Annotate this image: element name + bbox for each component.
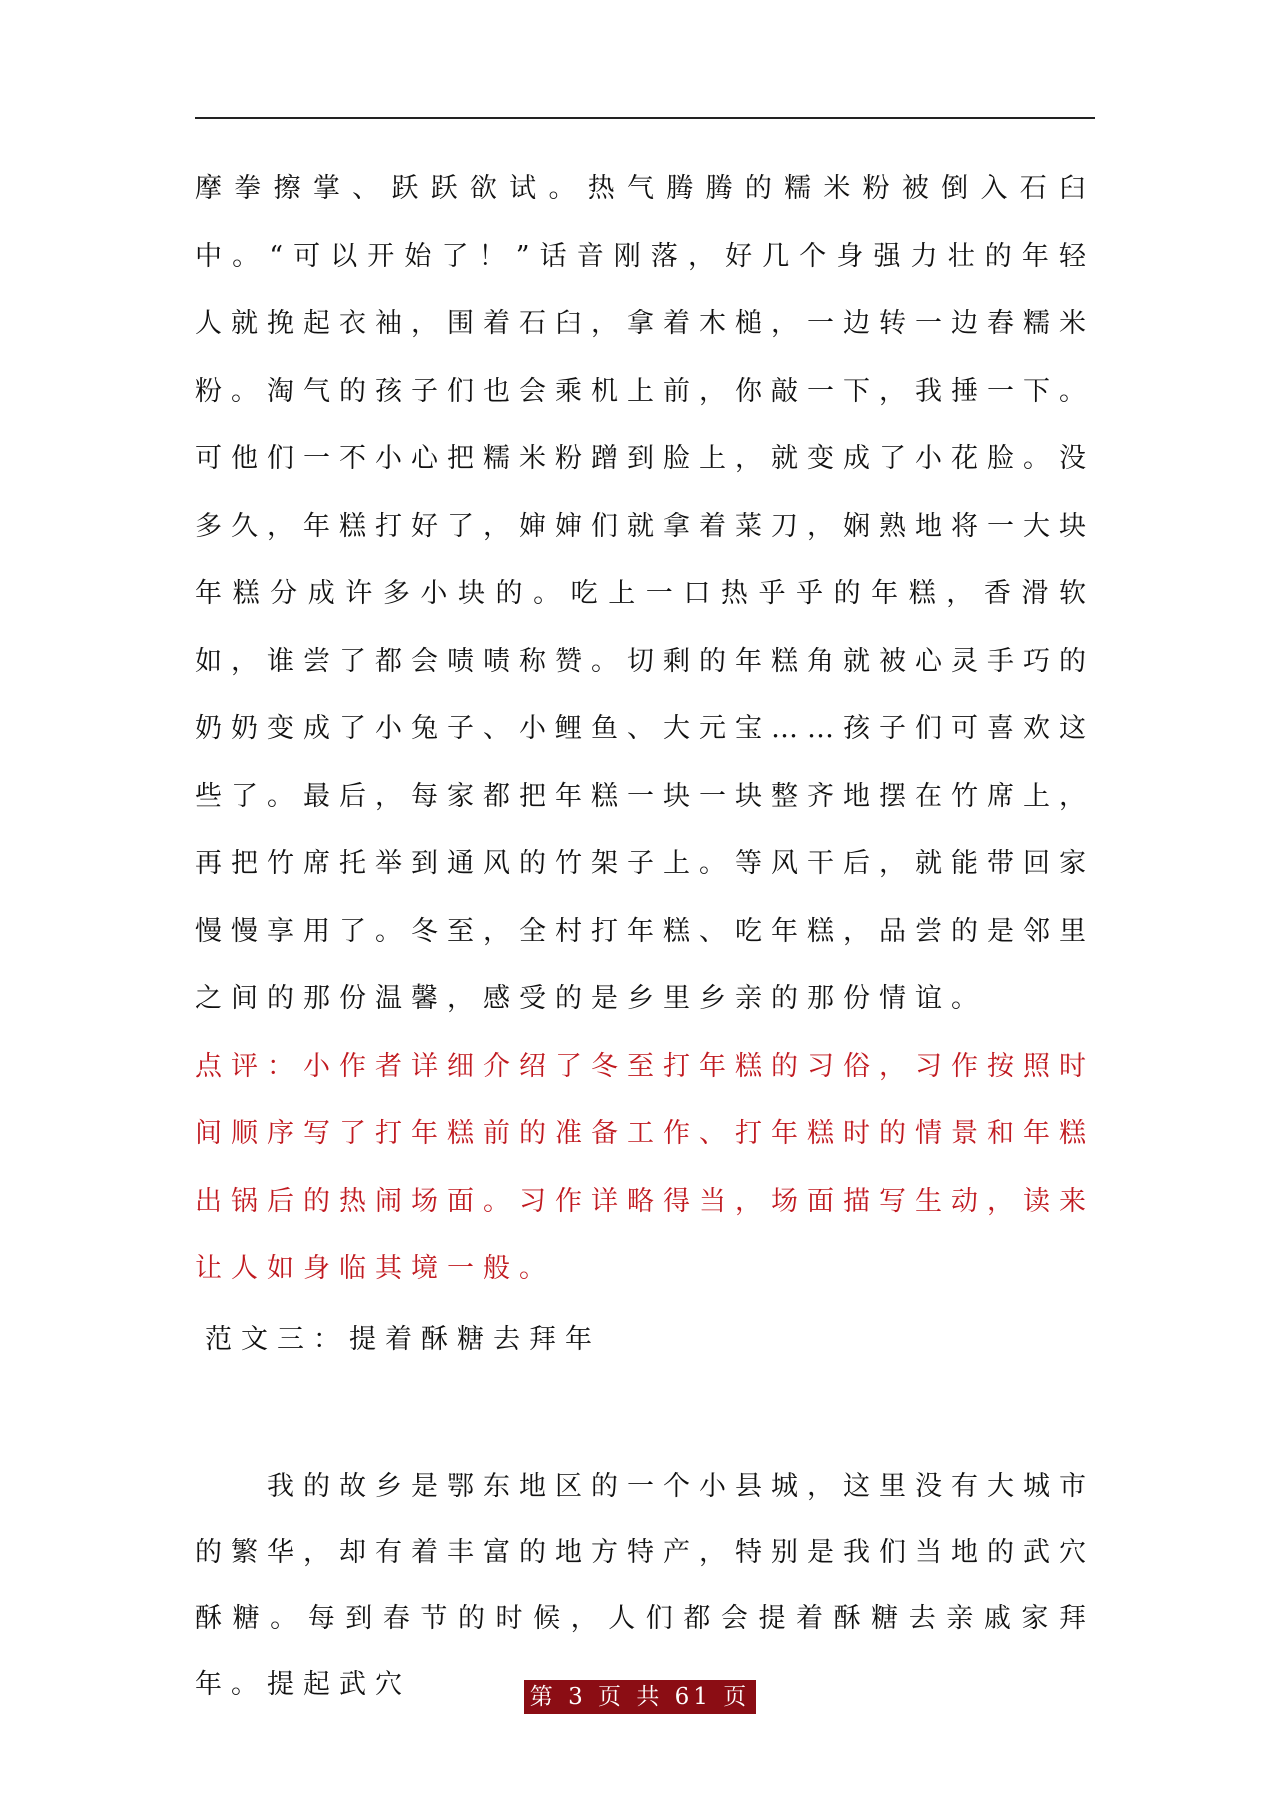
main-text-block [195,155,1095,1303]
section-heading: 范文三：提着酥糖去拜年 [205,1324,601,1355]
essay-paragraph: 我的故乡是鄂东地区的一个小县城，这里没有大城市的繁华，却有着丰富的地方特产，特别是我们当地的武穴酥糖。每到春节的时候，人们都会提着酥糖去亲戚家拜年。提起武穴 [195,1471,1095,1700]
page-footer [0,1680,1280,1714]
header-divider [195,117,1095,119]
page-number-badge: 第 3 页 共 61 页 [524,1680,756,1714]
essay-text-block [195,1454,1095,1718]
body-paragraph: 摩拳擦掌、跃跃欲试。热气腾腾的糯米粉被倒入石臼中。“可以开始了！”话音刚落，好几个身强力壮的年轻人就挽起衣袖，围着石臼，拿着木槌，一边转一边舂糯米粉。淘气的孩子们也会乘机上前，你敲一下，我捶一下。可他们一不小心把糯米粉蹭到脸上，就变成了小花脸。没多久，年糕打好了，婶婶们就拿着菜刀，娴熟地将一大块年糕分成许多小块的。吃上一口热乎乎的年糕，香滑软如，谁尝了都会啧啧称赞。切剩的年糕角就被心灵手巧的奶奶变成了小兔子、小鲤鱼、大元宝……孩子们可喜欢这些了。最后，每家都把年糕一块一块整齐地摆在竹席上，再把竹席托举到通风的竹架子上。等风干后，就能带回家慢慢享用了。冬至，全村打年糕、吃年糕，品尝的是邻里之间的那份温馨，感受的是乡里乡亲的那份情谊。 [195,173,1095,1014]
comment-paragraph: 点评：小作者详细介绍了冬至打年糕的习俗，习作按照时间顺序写了打年糕前的准备工作、打年糕时的情景和年糕出锅后的热闹场面。习作详略得当，场面描写生动，读来让人如身临其境一般。 [195,1050,1095,1284]
